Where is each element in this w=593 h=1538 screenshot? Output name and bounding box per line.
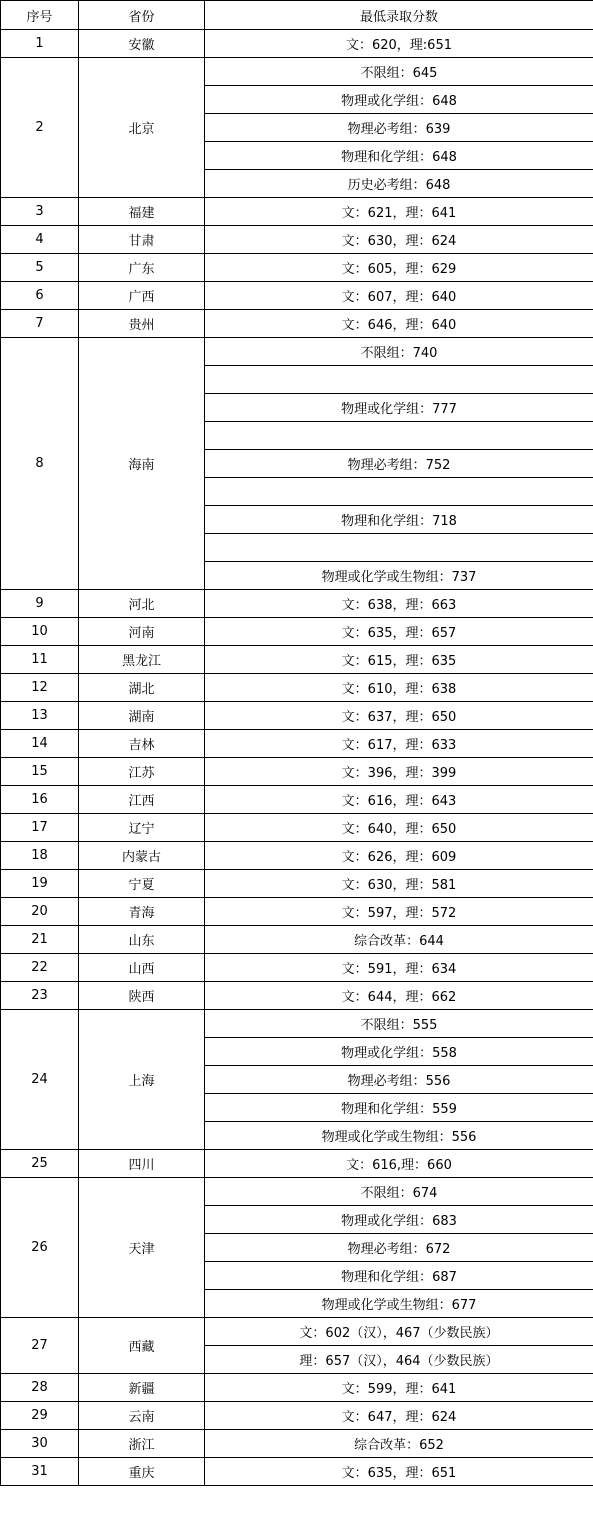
row-number: 14 [1,730,79,758]
province-cell: 湖南 [79,702,205,730]
table-row [1,786,593,814]
score-cell: 文：621，理：641 [205,198,593,226]
province-cell: 辽宁 [79,814,205,842]
score-cell: 物理或化学组：683 [205,1206,593,1234]
score-cell: 文：638，理：663 [205,590,593,618]
row-number: 13 [1,702,79,730]
score-cell: 文：640，理：650 [205,814,593,842]
province-cell: 山东 [79,926,205,954]
score-cell: 物理和化学组：687 [205,1262,593,1290]
score-cell: 文：626，理：609 [205,842,593,870]
score-cell: 文：597，理：572 [205,898,593,926]
score-cell: 不限组：674 [205,1178,593,1206]
score-cell: 物理或化学或生物组：556 [205,1122,593,1150]
province-cell: 江苏 [79,758,205,786]
province-cell: 云南 [79,1402,205,1430]
header-row [1,1,593,30]
score-cell: 文：635，理：657 [205,618,593,646]
score-cell: 文：630，理：581 [205,870,593,898]
province-cell: 四川 [79,1150,205,1178]
score-cell: 文：647，理：624 [205,1402,593,1430]
row-number: 21 [1,926,79,954]
row-number: 8 [1,338,79,590]
province-cell: 黑龙江 [79,646,205,674]
score-cell: 文：616,理：660 [205,1150,593,1178]
row-number: 15 [1,758,79,786]
table-row [1,1318,593,1346]
table-body [1,30,593,1486]
row-number: 22 [1,954,79,982]
table-row [1,982,593,1010]
score-cell: 物理或化学组：558 [205,1038,593,1066]
table-row [1,310,593,338]
row-number: 24 [1,1010,79,1150]
row-number: 18 [1,842,79,870]
table-row [1,282,593,310]
row-number: 12 [1,674,79,702]
row-number: 28 [1,1374,79,1402]
score-cell: 物理和化学组：718 [205,506,593,534]
score-cell: 文：396，理：399 [205,758,593,786]
score-cell [205,366,593,394]
province-cell: 北京 [79,58,205,198]
table-row [1,1178,593,1206]
score-cell: 不限组：740 [205,338,593,366]
score-cell: 物理必考组：672 [205,1234,593,1262]
score-cell: 文：610，理：638 [205,674,593,702]
row-number: 26 [1,1178,79,1318]
score-cell [205,534,593,562]
table-row [1,674,593,702]
score-cell: 文：599，理：641 [205,1374,593,1402]
row-number: 19 [1,870,79,898]
province-cell: 安徽 [79,30,205,58]
table-row [1,198,593,226]
header-province: 省份 [79,1,205,30]
score-cell [205,422,593,450]
score-cell: 不限组：645 [205,58,593,86]
province-cell: 西藏 [79,1318,205,1374]
province-cell: 浙江 [79,1430,205,1458]
table-row [1,814,593,842]
table-row [1,338,593,366]
table-row [1,226,593,254]
score-cell: 综合改革：652 [205,1430,593,1458]
province-cell: 海南 [79,338,205,590]
province-cell: 江西 [79,786,205,814]
row-number: 10 [1,618,79,646]
score-cell: 文：602（汉），467（少数民族） [205,1318,593,1346]
table-row [1,590,593,618]
table-row [1,1150,593,1178]
score-cell: 物理或化学组：648 [205,86,593,114]
score-cell: 文：617，理：633 [205,730,593,758]
score-cell: 物理和化学组：559 [205,1094,593,1122]
row-number: 3 [1,198,79,226]
score-cell: 物理必考组：752 [205,450,593,478]
row-number: 4 [1,226,79,254]
score-cell: 文：637，理：650 [205,702,593,730]
row-number: 27 [1,1318,79,1374]
row-number: 5 [1,254,79,282]
province-cell: 吉林 [79,730,205,758]
score-cell: 历史必考组：648 [205,170,593,198]
province-cell: 贵州 [79,310,205,338]
table-row [1,30,593,58]
table-row [1,1402,593,1430]
row-number: 23 [1,982,79,1010]
score-cell: 物理和化学组：648 [205,142,593,170]
table-row [1,618,593,646]
row-number: 11 [1,646,79,674]
row-number: 9 [1,590,79,618]
province-cell: 甘肃 [79,226,205,254]
header-score: 最低录取分数 [205,1,593,30]
score-cell: 文：615，理：635 [205,646,593,674]
row-number: 29 [1,1402,79,1430]
score-cell: 物理必考组：556 [205,1066,593,1094]
score-cell: 文：620，理:651 [205,30,593,58]
row-number: 25 [1,1150,79,1178]
table-row [1,926,593,954]
score-cell: 文：635，理：651 [205,1458,593,1486]
score-cell: 物理或化学或生物组：677 [205,1290,593,1318]
score-cell: 文：607，理：640 [205,282,593,310]
score-cell: 文：630，理：624 [205,226,593,254]
province-cell: 陕西 [79,982,205,1010]
table-row [1,702,593,730]
province-cell: 青海 [79,898,205,926]
table-row [1,758,593,786]
province-cell: 重庆 [79,1458,205,1486]
score-cell: 不限组：555 [205,1010,593,1038]
table-row [1,730,593,758]
row-number: 20 [1,898,79,926]
table-row [1,842,593,870]
province-cell: 河北 [79,590,205,618]
province-cell: 河南 [79,618,205,646]
score-cell: 物理或化学组：777 [205,394,593,422]
table-row [1,1374,593,1402]
table-row [1,1430,593,1458]
province-cell: 新疆 [79,1374,205,1402]
row-number: 16 [1,786,79,814]
province-cell: 宁夏 [79,870,205,898]
score-cell: 文：591，理：634 [205,954,593,982]
score-cell [205,478,593,506]
province-cell: 湖北 [79,674,205,702]
score-cell: 文：644，理：662 [205,982,593,1010]
province-cell: 上海 [79,1010,205,1150]
score-cell: 文：605，理：629 [205,254,593,282]
province-cell: 广西 [79,282,205,310]
province-cell: 山西 [79,954,205,982]
score-cell: 物理或化学或生物组：737 [205,562,593,590]
table-row [1,870,593,898]
table-row [1,646,593,674]
province-cell: 内蒙古 [79,842,205,870]
province-cell: 天津 [79,1178,205,1318]
table-row [1,954,593,982]
score-cell: 物理必考组：639 [205,114,593,142]
table-row [1,1458,593,1486]
table-row [1,898,593,926]
row-number: 17 [1,814,79,842]
row-number: 7 [1,310,79,338]
table-row [1,1010,593,1038]
row-number: 1 [1,30,79,58]
table-row [1,58,593,86]
row-number: 30 [1,1430,79,1458]
row-number: 6 [1,282,79,310]
score-cell: 文：646，理：640 [205,310,593,338]
score-cell: 文：616，理：643 [205,786,593,814]
province-cell: 广东 [79,254,205,282]
row-number: 2 [1,58,79,198]
score-cell: 综合改革：644 [205,926,593,954]
table-row [1,254,593,282]
header-no: 序号 [1,1,79,30]
score-cell: 理：657（汉），464（少数民族） [205,1346,593,1374]
row-number: 31 [1,1458,79,1486]
province-cell: 福建 [79,198,205,226]
